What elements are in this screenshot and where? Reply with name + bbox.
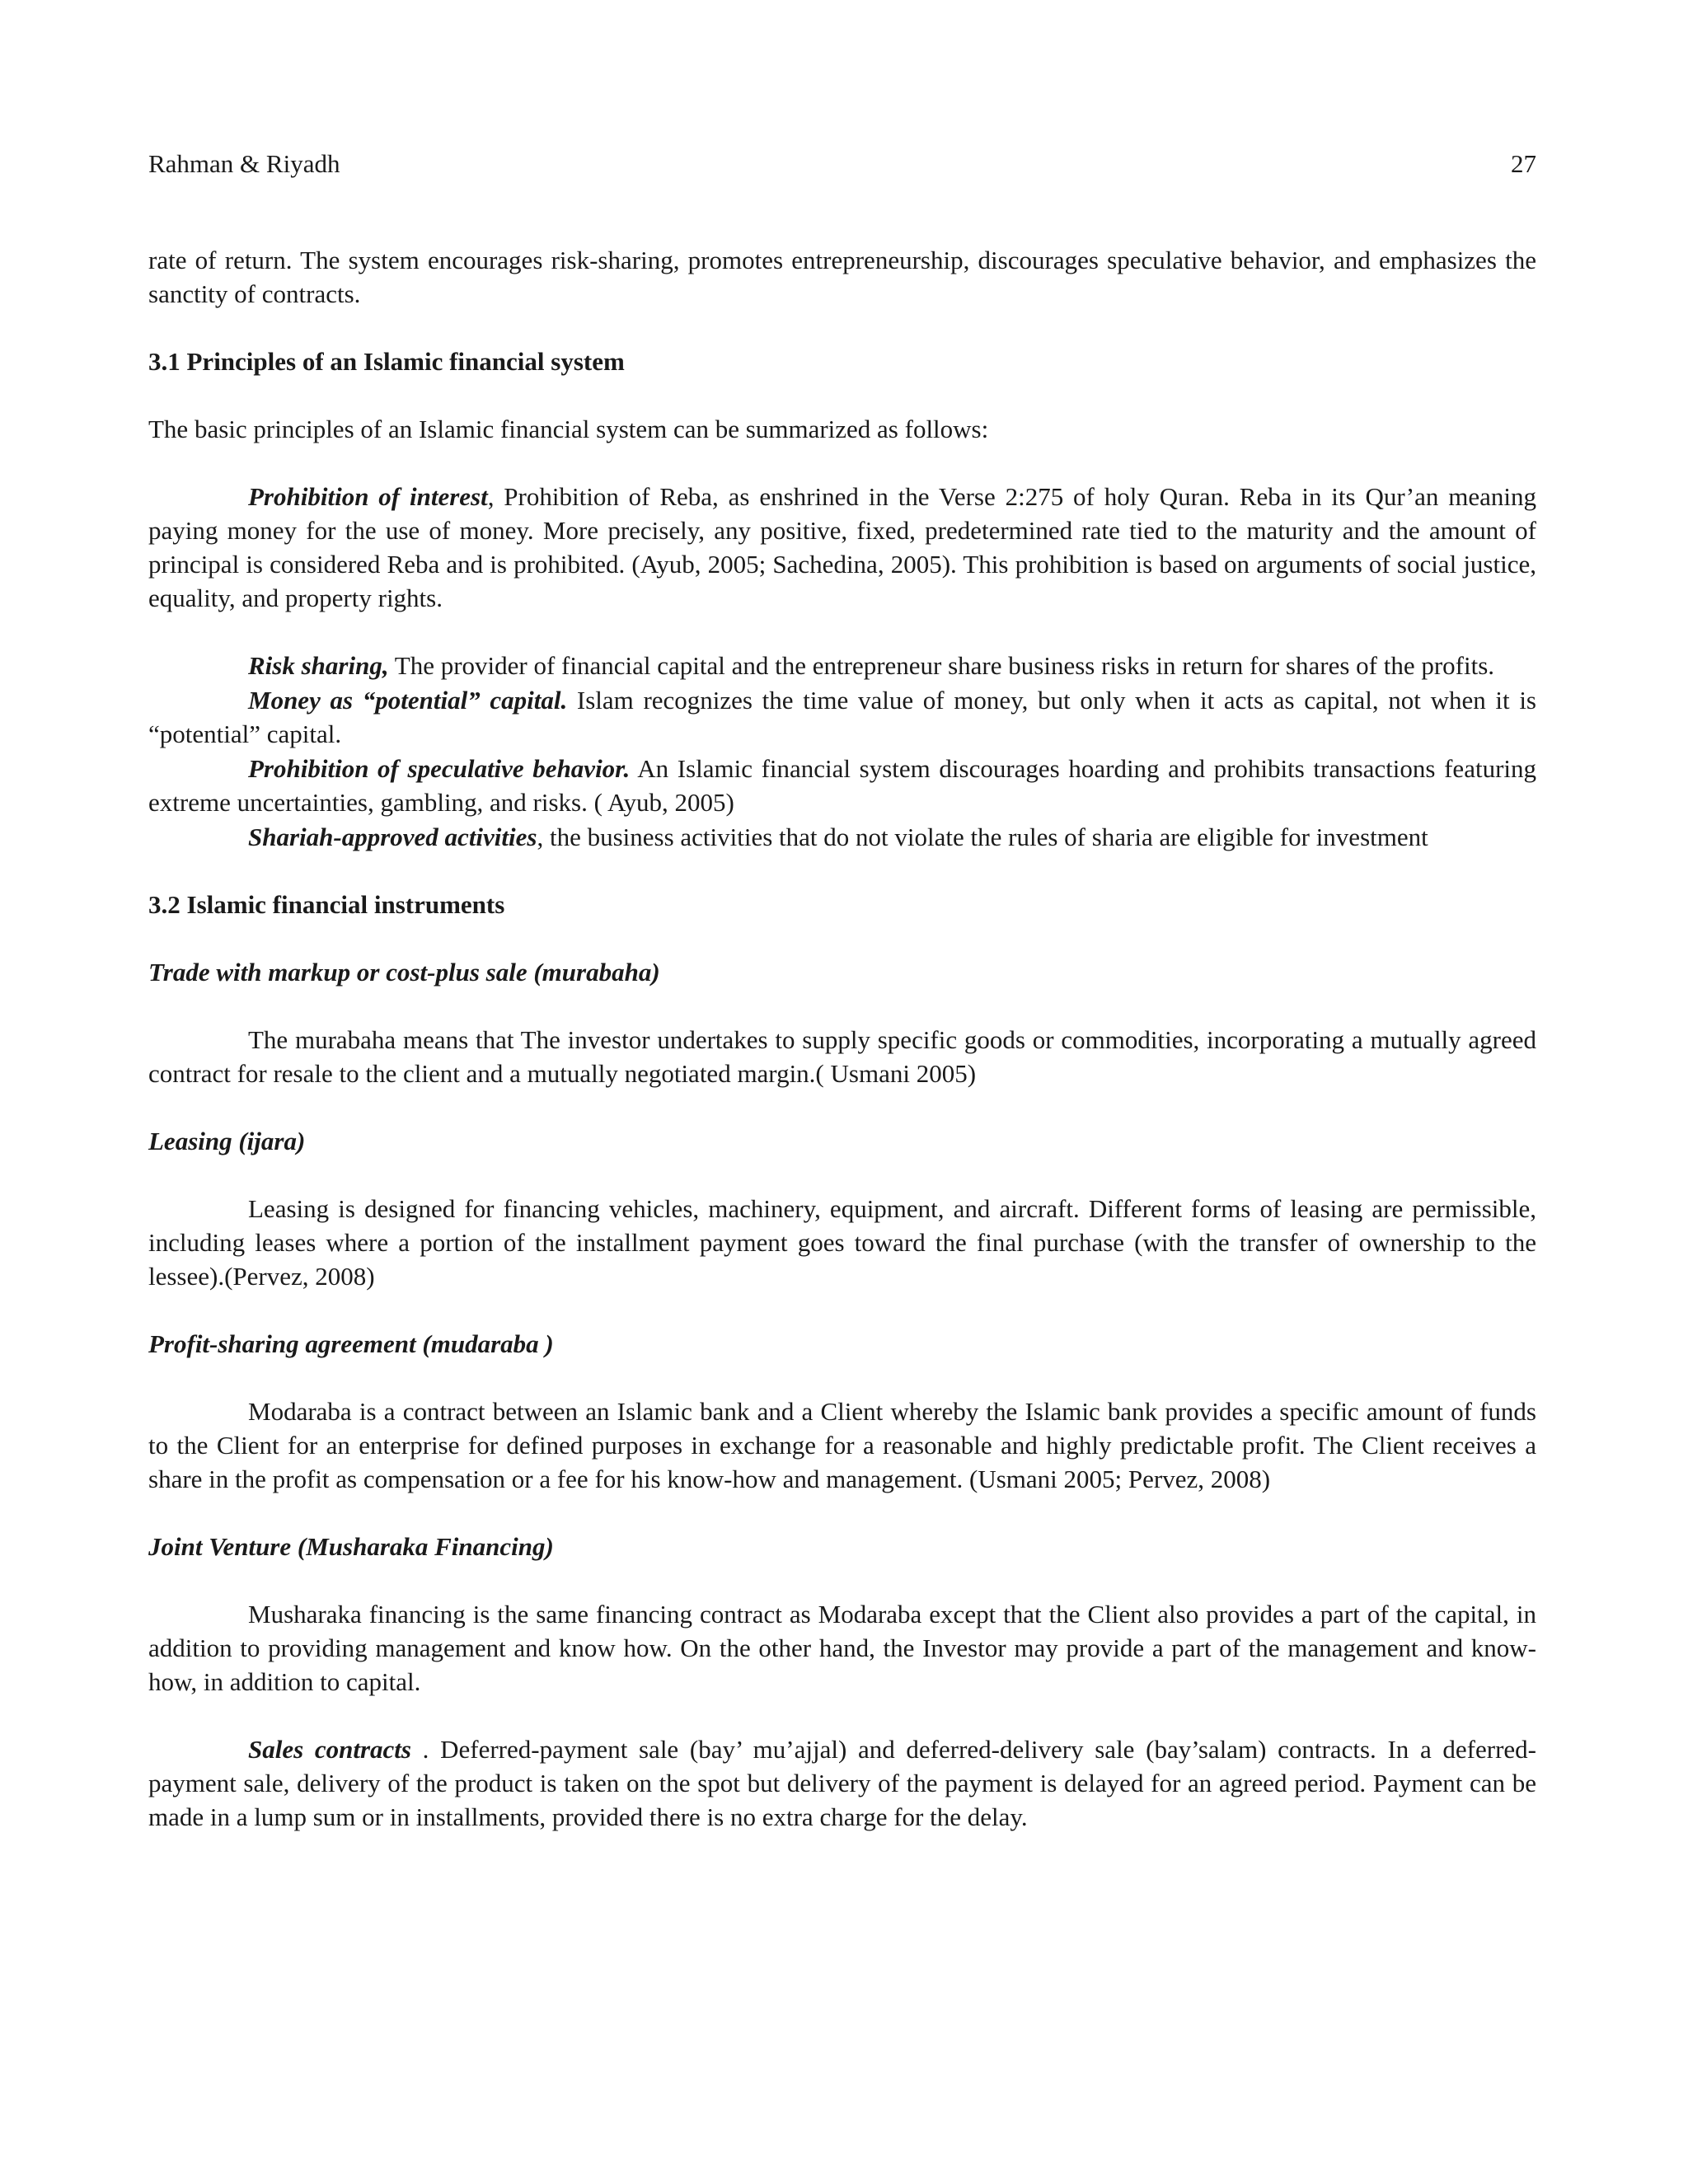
prohibition-of-interest-paragraph — [148, 480, 1536, 615]
risk-sharing-text: The provider of financial capital and the entrepreneur share business risks in return for shares of the profits. — [388, 651, 1495, 680]
term-sales-contracts: Sales contracts — [248, 1735, 411, 1764]
ijara-paragraph: Leasing is designed for financing vehicles, machinery, equipment, and aircraft. Different forms of leasing are permissible, including leases where a portion of the installment payment goes toward the final purchase (with the transfer of ownership to the lessee).(Pervez, 2008) — [148, 1194, 1536, 1291]
musharaka-paragraph: Musharaka financing is the same financing contract as Modaraba except that the Client also provides a part of the capital, in addition to providing management and know how. On the other hand, the Investor may provide a part of the management and know-how, in addition to capital. — [148, 1600, 1536, 1696]
subheading-murabaha: Trade with markup or cost-plus sale (murabaha) — [148, 958, 660, 987]
term-prohibition-of-interest: Prohibition of interest — [248, 482, 488, 511]
section-heading-3-1: 3.1 Principles of an Islamic financial system — [148, 347, 625, 376]
page-number: 27 — [1511, 149, 1536, 178]
running-head: Rahman & Riyadh — [148, 149, 340, 178]
intro-paragraph: rate of return. The system encourages risk-sharing, promotes entrepreneurship, discourages speculative behavior, and emphasizes the sanctity of contracts. — [148, 246, 1536, 308]
shariah-activities-text: , the business activities that do not violate the rules of sharia are eligible for investment — [537, 823, 1428, 851]
term-risk-sharing: Risk sharing, — [248, 651, 389, 680]
sales-contracts-paragraph — [148, 1732, 1536, 1834]
section-heading-3-2: 3.2 Islamic financial instruments — [148, 890, 505, 919]
page-body — [148, 243, 1536, 1834]
shariah-activities-paragraph — [148, 820, 1536, 854]
term-money-as-potential-capital: Money as “potential” capital. — [248, 686, 568, 715]
money-as-capital-text: Islam recognizes the time value of money, but only when it acts as capital, not when it is “potential” capital. — [148, 686, 1536, 748]
risk-sharing-paragraph — [148, 649, 1536, 682]
murabaha-paragraph: The murabaha means that The investor undertakes to supply specific goods or commodities, incorporating a mutually agreed contract for resale to the client and a mutually negotiated margin.( Usmani 2005) — [148, 1025, 1536, 1088]
term-shariah-approved-activities: Shariah-approved activities — [248, 823, 537, 851]
money-as-capital-paragraph — [148, 683, 1536, 751]
subheading-mudaraba: Profit-sharing agreement (mudaraba ) — [148, 1329, 554, 1358]
mudaraba-paragraph: Modaraba is a contract between an Islamic bank and a Client whereby the Islamic bank provides a specific amount of funds to the Client for an enterprise for defined purposes in exchange for a reasonable and highly predictable profit. The Client receives a share in the profit as compensation or a fee for his know-how and management. (Usmani 2005; Pervez, 2008) — [148, 1397, 1536, 1493]
subheading-ijara: Leasing (ijara) — [148, 1127, 306, 1155]
sales-contracts-text: . Deferred-payment sale (bay’ mu’ajjal) and deferred-delivery sale (bay’salam) contracts. In a deferred-payment sale, delivery of the product is taken on the spot but delivery of the payment is delayed for an agreed period. Payment can be made in a lump sum or in installments, provided there is no extra charge for the delay. — [148, 1735, 1536, 1831]
page-header — [148, 147, 1536, 183]
basic-principles-paragraph: The basic principles of an Islamic financial system can be summarized as follows: — [148, 415, 989, 443]
subheading-musharaka: Joint Venture (Musharaka Financing) — [148, 1532, 554, 1561]
prohibition-of-interest-text: , Prohibition of Reba, as enshrined in the Verse 2:275 of holy Quran. Reba in its Qur’an meaning paying money for the use of money. More precisely, any positive, fixed, predetermined rate tied to the maturity and the amount of principal is considered Reba and is prohibited. (Ayub, 2005; Sachedina, 2005). This prohibition is based on arguments of social justice, equality, and property rights. — [148, 482, 1536, 612]
speculative-behavior-paragraph — [148, 752, 1536, 819]
term-prohibition-of-speculative-behavior: Prohibition of speculative behavior. — [248, 754, 631, 783]
speculative-behavior-text: An Islamic financial system discourages hoarding and prohibits transactions featuring extreme uncertainties, gambling, and risks. ( Ayub, 2005) — [148, 754, 1536, 817]
